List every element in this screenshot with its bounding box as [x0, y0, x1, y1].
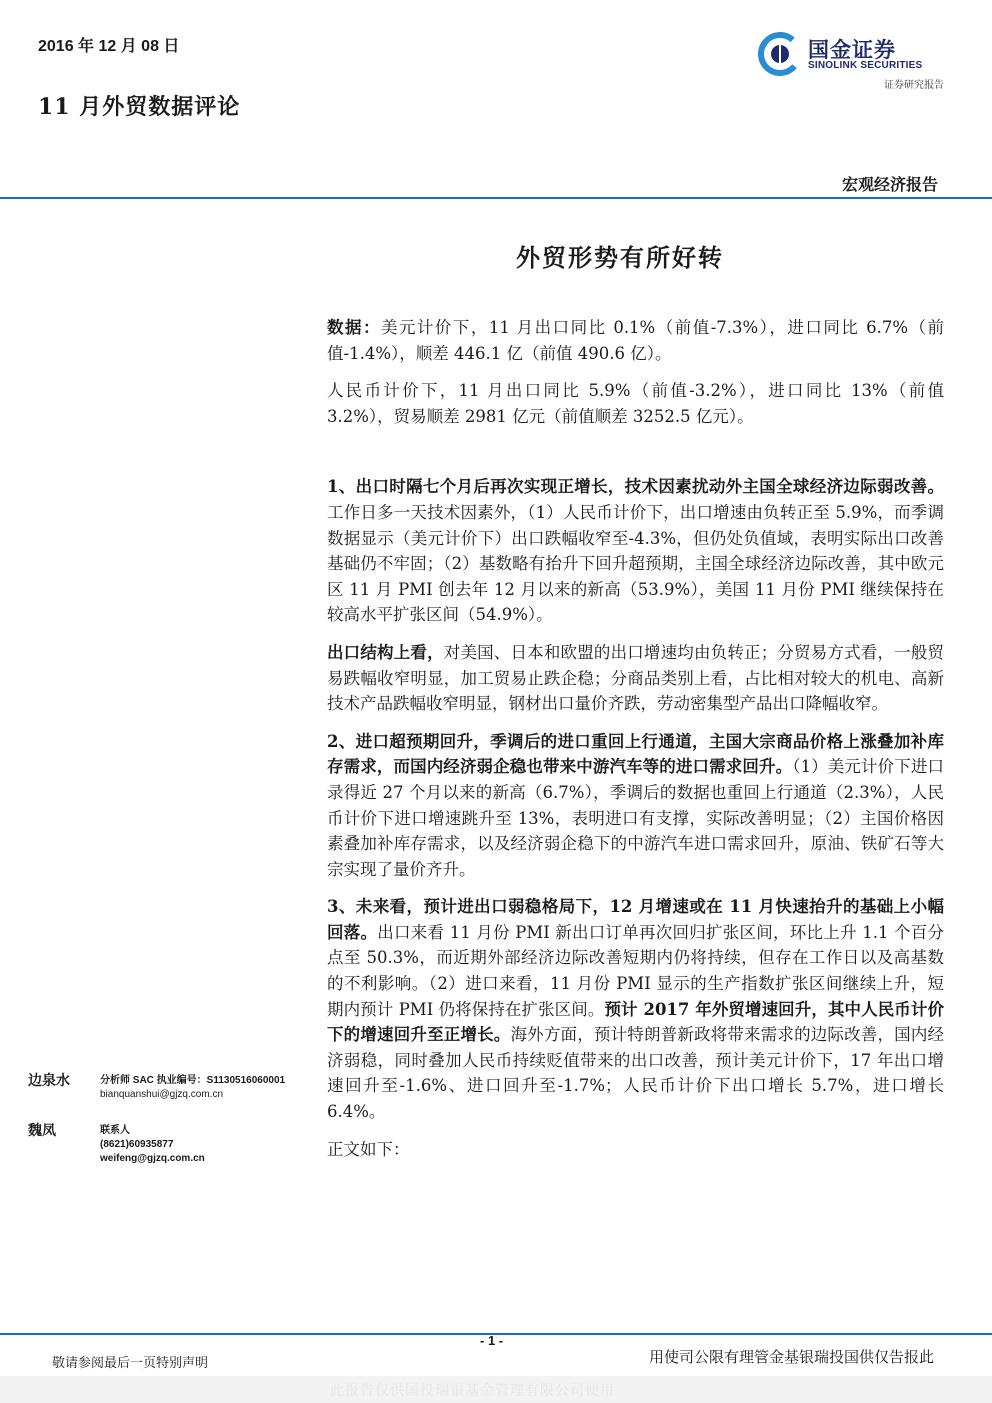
paragraph-body-intro: 正文如下： — [327, 1139, 410, 1159]
paragraph-export-structure: 出口结构上看，对美国、日本和欧盟的出口增速均由负转正；分贸易方式看，一般贸易跌幅收窄明显，加工贸易止跌企稳；分商品类别上看，占比相对较大的机电、高新技术产品跌幅收窄明显，钢材出口量价齐跌，劳动密集型产品出口降幅收窄。 — [327, 642, 945, 714]
analyst-phone: (8621)60935877 — [100, 1139, 174, 1150]
paragraph-outlook: 3、未来看，预计进出口弱稳格局下，12 月增速或在 11 月快速抬升的基础上小幅回落。出口来看 11 月份 PMI 新出口订单再次回归扩张区间，环比上升 1.1 个百分点至 50.3%，而近期外部经济边际改善短期内仍将持续，但存在工作日以及高基数的不利影响。（2）进口来看，11 月份 PMI 显示的生产指数扩张区间继续上升，短期内预计 PMI 仍将保持在扩张区间。预计 2017 年外贸增速回升，其中人民币计价下的增速回升至正增长。海外方面，预计特朗普新政将带来需求的边际改善，国内经济弱稳，同时叠加人民币持续贬值带来的出口改善，预计美元计价下，17 年出口增速回升至-1.6%、进口回升至-1.7%；人民币计价下出口增长 5.7%，进口增长 6.4%。 — [327, 897, 945, 1122]
report-category: 宏观经济报告 — [841, 175, 938, 194]
report-title: 11 月外贸数据评论 — [38, 94, 241, 120]
analyst-name: 边泉水 — [28, 1073, 70, 1089]
footer-disclaimer: 敬请参阅最后一页特别声明 — [52, 1356, 209, 1371]
analyst-entry — [28, 1120, 318, 1170]
footer-usage-note: 用使司公限有理管金基银瑞投国供仅告报此 — [648, 1348, 934, 1366]
page-number: - 1 - — [480, 1333, 504, 1348]
logo-text-cn: 国金证券 — [808, 38, 896, 62]
sinolink-logo-icon — [758, 32, 802, 76]
analyst-name: 魏凤 — [28, 1123, 56, 1139]
sinolink-logo — [758, 32, 948, 92]
header-divider — [0, 197, 992, 199]
analyst-entry — [28, 1070, 318, 1120]
analyst-panel — [28, 1070, 318, 1170]
paragraph-data-usd: 数据：美元计价下，11 月出口同比 0.1%（前值-7.3%），进口同比 6.7%（前值-1.4%），顺差 446.1 亿（前值 490.6 亿）。 — [327, 318, 944, 363]
report-body — [327, 315, 944, 1162]
paragraph-data-rmb: 人民币计价下，11 月出口同比 5.9%（前值-3.2%），进口同比 13%（前值 3.2%），贸易顺差 2981 亿元（前值顺差 3252.5 亿元）。 — [327, 381, 944, 426]
paragraph-import: 2、进口超预期回升，季调后的进口重回上行通道，主国大宗商品价格上涨叠加补库存需求，而国内经济弱企稳也带来中游汽车等的进口需求回升。（1）美元计价下进口录得近 27 个月以来的新高（6.7%），季调后的数据也重回上行通道（2.3%），人民币计价下进口增速跳升至 13%，表明进口有支撑，实际改善明显；（2）主国价格因素叠加补库存需求，以及经济弱企稳下的中游汽车进口需求回升，原油、铁矿石等大宗实现了量价齐升。 — [327, 731, 945, 879]
analyst-info: 分析师 SAC 执业编号：S1130516060001 bianquanshui@gjzq.com.cn — [100, 1075, 286, 1100]
logo-text-en: SINOLINK SECURITIES — [808, 60, 923, 71]
headline: 外贸形势有所好转 — [516, 243, 724, 272]
paragraph-export: 1、出口时隔七个月后再次实现正增长，技术因素扰动外主国全球经济边际弱改善。工作日多一天技术因素外，（1）人民币计价下，出口增速由负转正至 5.9%，而季调数据显示（美元计价下）出口跌幅收窄至-4.3%，但仍处负值域，表明实际出口改善基础仍不牢固；（2）基数略有抬升下回升超预期，主国全球经济边际改善，其中欧元区 11 月 PMI 创去年 12 月以来的新高（53.9%），美国 11 月份 PMI 继续保持在较高水平扩张区间（54.9%）。 — [327, 477, 944, 625]
analyst-email: weifeng@gjzq.com.cn — [100, 1153, 205, 1164]
watermark-text: 此报告仅供国投瑞银基金管理有限公司使用 — [330, 1383, 615, 1399]
logo-subtitle: 证券研究报告 — [884, 80, 944, 91]
analyst-email: bianquanshui@gjzq.com.cn — [100, 1089, 224, 1100]
report-date: 2016 年 12 月 08 日 — [38, 38, 180, 55]
analyst-info: 联系人 (8621)60935877 weifeng@gjzq.com.cn — [100, 1125, 205, 1164]
